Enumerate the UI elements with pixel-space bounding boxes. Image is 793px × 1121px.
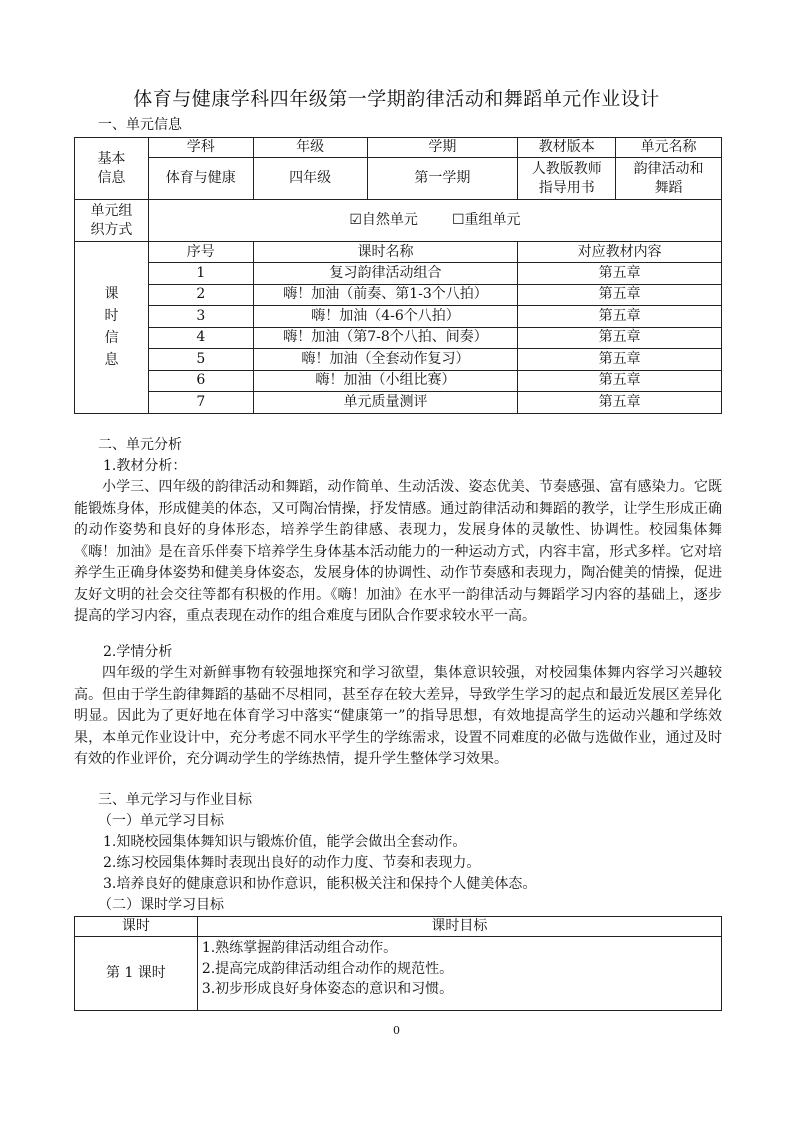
lesson-content: 第五章 (518, 370, 722, 392)
lesson-content: 第五章 (518, 263, 722, 285)
lesson-no: 2 (148, 284, 253, 306)
natural-unit-checkbox[interactable]: ☑自然单元 (349, 212, 418, 228)
lesson-content: 第五章 (518, 349, 722, 371)
lesson-no: 4 (148, 327, 253, 349)
org-method-options (148, 200, 721, 242)
lesson-no: 1 (148, 263, 253, 285)
lesson-name: 嗨！加油（全套动作复习） (253, 349, 518, 371)
lesson-info-label: 课 时 信 息 (75, 242, 149, 414)
subheading-lesson-goals: （二）课时学习目标 (98, 897, 224, 913)
value-textbook: 人教版教师 指导用书 (518, 158, 616, 200)
value-semester: 第一学期 (367, 158, 518, 200)
lesson-goal-item-2: 2.提高完成韵律活动组合动作的规范性。 (201, 960, 454, 977)
basic-info-label: 基本 信息 (75, 138, 149, 200)
header-lesson-no: 序号 (148, 242, 253, 263)
lesson-name: 嗨！加油（第7-8个八拍、间奏） (253, 327, 518, 349)
value-subject: 体育与健康 (148, 158, 253, 200)
header-grade: 年级 (253, 138, 367, 158)
lesson-name: 复习韵律活动组合 (253, 263, 518, 285)
regrouped-unit-checkbox[interactable]: ☐重组单元 (451, 212, 521, 228)
goal-item-1: 1.知晓校园集体舞知识与锻炼价值，能学会做出全套动作。 (103, 834, 467, 850)
value-unit-name: 韵律活动和 舞蹈 (616, 158, 722, 200)
lesson-no: 7 (148, 392, 253, 414)
lesson-goal-item-3: 3.初步形成良好身体姿态的意识和习惯。 (201, 981, 454, 997)
header-lesson-name: 课时名称 (253, 242, 518, 263)
org-method-label: 单元组 织方式 (75, 200, 149, 242)
value-grade: 四年级 (253, 158, 367, 200)
table-row (75, 392, 722, 414)
table-row (75, 349, 722, 371)
section-heading-3: 三、单元学习与作业目标 (98, 792, 252, 808)
table-row (75, 327, 722, 349)
page-number: 0 (393, 1024, 400, 1037)
lesson-label: 第 1 课时 (75, 937, 198, 1011)
lesson-name: 单元质量测评 (253, 392, 518, 414)
lesson-content: 第五章 (518, 392, 722, 414)
goal-item-2: 2.练习校园集体舞时表现出良好的动作力度、节奏和表现力。 (103, 855, 481, 871)
lesson-content: 第五章 (518, 306, 722, 328)
header-textbook: 教材版本 (518, 138, 616, 158)
subheading-unit-goals: （一）单元学习目标 (98, 813, 224, 829)
paragraph-student-analysis: 四年级的学生对新鲜事物有较强地探究和学习欲望，集体意识较强，对校园集体舞内容学习兴趣较高。但由于学生韵律舞蹈的基础不尽相同，甚至存在较大差异，导致学生学习的起点和最近发展区差异化明显。因此为了更好地在体育学习中落实“健康第一”的指导思想，有效地提高学生的运动兴趣和学练效果，本单元作业设计中，充分考虑不同水平学生的学练需求，设置不同难度的必做与选做作业，通过及时有效的作业评价，充分调动学生的学练热情，提升学生整体学习效果。 (74, 665, 722, 767)
table-row (75, 306, 722, 328)
header-unit-name: 单元名称 (616, 138, 722, 158)
subheading-student-analysis: 2.学情分析 (103, 644, 173, 660)
header-lesson-content: 对应教材内容 (518, 242, 722, 263)
lesson-goals-table (74, 916, 722, 1011)
lesson-name: 嗨！加油（小组比赛） (253, 370, 518, 392)
goal-item-3: 3.培养良好的健康意识和协作意识，能积极关注和保持个人健美体态。 (103, 876, 537, 892)
lesson-name: 嗨！加油（4-6个八拍） (253, 306, 518, 328)
table-row (75, 263, 722, 285)
lesson-name: 嗨！加油（前奏、第1-3个八拍） (253, 284, 518, 306)
header-subject: 学科 (148, 138, 253, 158)
document-title: 体育与健康学科四年级第一学期韵律活动和舞蹈单元作业设计 (133, 88, 660, 110)
lesson-content: 第五章 (518, 327, 722, 349)
section-heading-1: 一、单元信息 (98, 117, 182, 133)
paragraph-textbook-analysis: 小学三、四年级的韵律活动和舞蹈，动作简单、生动活泼、姿态优美、节奏感强、富有感染力。它既能锻炼身体，形成健美的体态，又可陶冶情操，抒发情感。通过韵律活动和舞蹈的教学，让学生形成正确的动作姿势和良好的身体形态，培养学生韵律感、表现力，发展身体的灵敏性、协调性。校园集体舞《嗨！加油》是在音乐伴奏下培养学生身体基本活动能力的一种运动方式，内容丰富，形式多样。它对培养学生正确身体姿势和健美身体姿态，发展身体的协调性、动作节奏感和表现力，陶冶健美的情操，促进友好文明的社会交往等都有积极的作用。《嗨！加油》在水平一韵律活动与舞蹈学习内容的基础上，逐步提高的学习内容，重点表现在动作的组合难度与团队合作要求较水平一高。 (74, 479, 722, 624)
header-lesson: 课时 (75, 917, 198, 937)
section-heading-2: 二、单元分析 (98, 437, 182, 453)
lesson-no: 6 (148, 370, 253, 392)
lesson-goal-list (197, 937, 721, 1011)
header-lesson-goal: 课时目标 (197, 917, 721, 937)
subheading-textbook-analysis: 1.教材分析： (103, 458, 187, 474)
lesson-no: 5 (148, 349, 253, 371)
unit-info-table (74, 137, 722, 414)
lesson-content: 第五章 (518, 284, 722, 306)
lesson-goal-item-1: 1.熟练掌握韵律活动组合动作。 (201, 940, 398, 956)
lesson-no: 3 (148, 306, 253, 328)
header-semester: 学期 (367, 138, 518, 158)
table-row (75, 370, 722, 392)
table-row (75, 284, 722, 306)
